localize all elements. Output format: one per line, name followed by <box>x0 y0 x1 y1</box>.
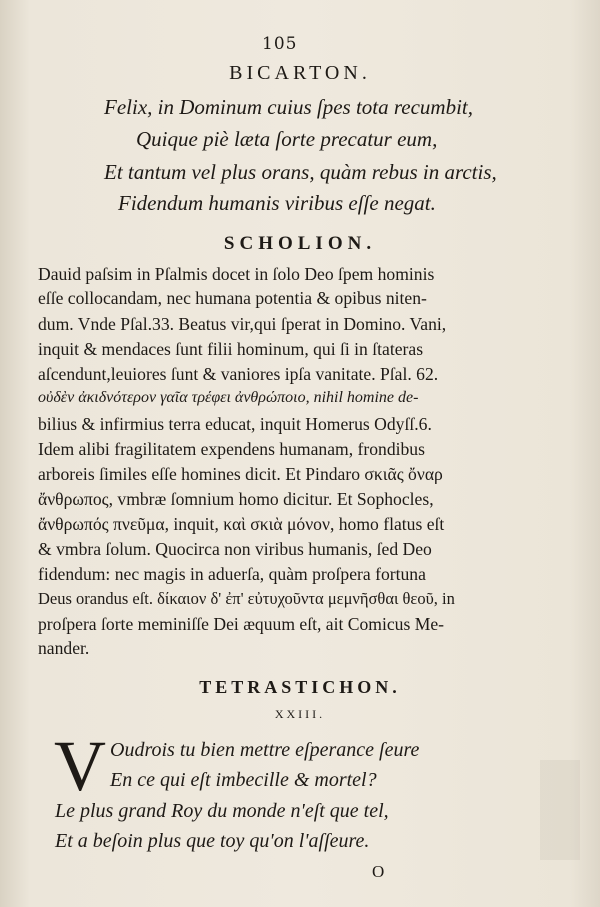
scholion-line-15: proſpera ſorte meminiſſe Dei æquum eſt, ait Comicus Me- <box>38 614 445 634</box>
tetrastichon-number: XXIII. <box>274 707 326 721</box>
section-heading: BICARTON. <box>229 62 371 84</box>
scholion-line-10: ἄνθρωπος, vmbræ ſomnium homo dicitur. Et Sophocles, <box>38 489 434 509</box>
bleed-through-shadow <box>540 760 580 860</box>
tetrastichon-line-1: Oudrois tu bien mettre eſperance ſeure <box>110 739 420 761</box>
scholion-line-6: οὐδὲν ἀκιδνότερον γαῖα τρέφει ἀνθρώποιο, nihil homine de- <box>38 389 419 406</box>
scholion-line-5: aſcendunt,leuiores ſunt & vaniores ipſa vanitate. Pſal. 62. <box>38 364 439 384</box>
scholion-line-7: bilius & infirmius terra educat, inquit Homerus Odyſſ.6. <box>38 414 432 434</box>
verse-line-3: Et tantum vel plus orans, quàm rebus in arctis, <box>104 160 497 184</box>
scholion-line-9: arboreis ſimiles eſſe homines dicit. Et Pindaro σκιᾶς ὄναρ <box>38 464 443 484</box>
tetrastichon-line-3: Le plus grand Roy du monde n'eſt que tel, <box>55 800 389 822</box>
tetrastichon-heading: TETRASTICHON. <box>199 677 401 697</box>
scholion-line-2: eſſe collocandam, nec humana potentia & opibus niten- <box>38 288 427 308</box>
scholion-line-12: & vmbra ſolum. Quocirca non viribus humanis, ſed Deo <box>38 539 432 559</box>
scholion-line-8: Idem alibi fragilitatem expendens humanam, frondibus <box>38 439 425 459</box>
tetrastichon-line-4: Et a beſoin plus que toy qu'on l'aſſeure. <box>55 830 370 852</box>
drop-cap: V <box>54 726 106 806</box>
scholion-line-16: nander. <box>38 638 90 658</box>
scholion-line-3: dum. Vnde Pſal.33. Beatus vir,qui ſperat in Domino. Vani, <box>38 314 447 334</box>
tetrastichon-line-2: En ce qui eſt imbecille & mortel? <box>110 769 377 791</box>
verse-line-2: Quique piè læta ſorte precatur eum, <box>136 127 438 151</box>
scholion-line-14: Deus orandus eſt. δίκαιον δ' ἐπ' εὐτυχοῦντα μεμνῆσθαι θεοῦ, in <box>38 589 455 608</box>
catchword: O <box>372 862 387 881</box>
page-number: 105 <box>262 34 298 54</box>
scholion-line-11: ἄνθρωπός πνεῦμα, inquit, καὶ σκιὰ μόνον, homo flatus eſt <box>38 514 445 534</box>
scholion-line-1: Dauid paſsim in Pſalmis docet in ſolo Deo ſpem hominis <box>38 264 435 284</box>
scholion-line-13: fidendum: nec magis in aduerſa, quàm proſpera fortuna <box>38 564 426 584</box>
verse-line-1: Felix, in Dominum cuius ſpes tota recumbit, <box>104 95 473 119</box>
verse-line-4: Fidendum humanis viribus eſſe negat. <box>118 191 436 215</box>
scholion-line-4: inquit & mendaces ſunt filii hominum, qui ſi in ſtateras <box>38 339 424 359</box>
scholion-heading: SCHOLION. <box>223 233 377 254</box>
